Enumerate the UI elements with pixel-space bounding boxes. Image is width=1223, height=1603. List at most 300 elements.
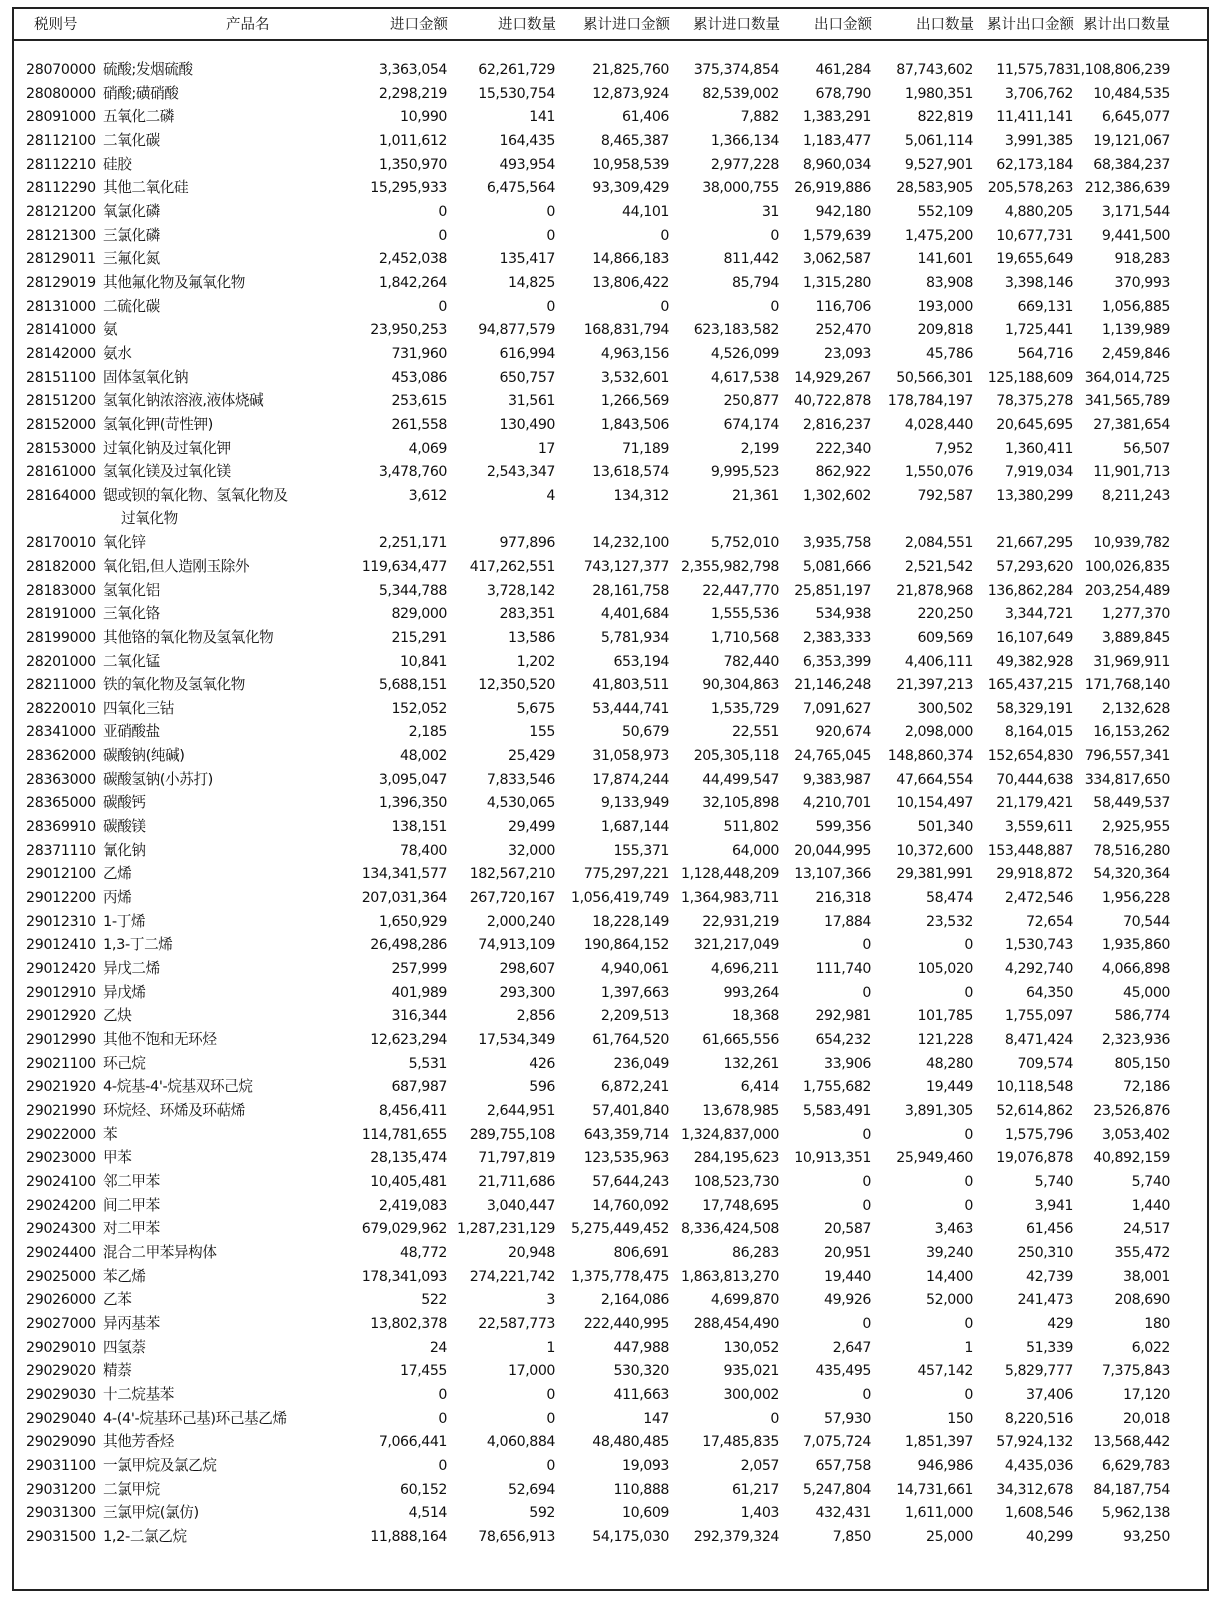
product-name: 三氟化氮 (103, 250, 160, 268)
export-value: 1,183,477 (802, 132, 871, 149)
cum-export-value: 70,444,638 (996, 771, 1073, 788)
cum-import-value: 411,663 (613, 1386, 669, 1403)
export-qty: 58,474 (926, 890, 973, 907)
import-value: 8,456,411 (378, 1103, 447, 1120)
tariff-code: 29012990 (26, 1032, 96, 1049)
cum-import-value: 806,691 (613, 1245, 669, 1261)
cum-import-qty: 1,324,837,000 (681, 1126, 779, 1143)
cum-import-qty: 17,485,835 (702, 1434, 779, 1451)
header-import-qty: 进口数量 (498, 17, 556, 33)
export-qty: 121,228 (917, 1032, 973, 1049)
import-qty: 1 (546, 1339, 555, 1356)
cum-export-value: 1,725,441 (1004, 322, 1073, 339)
cum-export-qty: 93,250 (1123, 1528, 1170, 1545)
cum-export-qty: 2,323,936 (1101, 1032, 1170, 1049)
cum-export-value: 57,293,620 (996, 558, 1073, 575)
import-qty: 32,000 (508, 842, 555, 859)
product-name: 碳酸钙 (103, 794, 146, 812)
product-name: 锶或钡的氧化物、氢氧化物及 过氧化物 (103, 486, 288, 527)
import-qty: 2,543,347 (486, 464, 555, 481)
cum-import-value: 5,275,449,452 (571, 1221, 669, 1238)
product-name: 一氯甲烷及氯乙烷 (103, 1456, 217, 1474)
tariff-code: 28151200 (26, 393, 96, 410)
cum-import-value: 44,101 (622, 203, 669, 220)
cum-export-qty: 23,526,876 (1093, 1103, 1170, 1120)
import-qty: 29,499 (508, 819, 555, 836)
export-value: 23,093 (824, 345, 871, 362)
export-qty: 2,084,551 (904, 535, 973, 552)
cum-import-value: 147 (643, 1410, 669, 1427)
export-qty: 150 (947, 1410, 973, 1427)
header-product: 产品名 (226, 17, 270, 33)
cum-import-qty: 1,535,729 (710, 700, 779, 717)
cum-import-value: 643,359,714 (583, 1126, 669, 1143)
import-qty: 0 (546, 1457, 555, 1474)
product-name: 精萘 (103, 1362, 132, 1380)
export-value: 14,929,267 (794, 369, 871, 386)
export-qty: 10,372,600 (896, 842, 973, 859)
table-row (14, 461, 1207, 485)
product-name: 氢氧化钠浓溶液,液体烧碱 (103, 392, 264, 410)
import-value: 0 (438, 298, 447, 315)
cum-import-value: 12,873,924 (592, 85, 669, 102)
cum-export-value: 3,991,385 (1004, 132, 1073, 149)
table-row (14, 863, 1207, 887)
import-value: 114,781,655 (361, 1126, 447, 1143)
import-qty: 0 (546, 1386, 555, 1403)
tariff-code: 28220010 (26, 700, 96, 717)
table-row (14, 1124, 1207, 1148)
product-name: 氰化钠 (103, 841, 146, 859)
table-row (14, 83, 1207, 107)
cum-export-value: 7,919,034 (1004, 464, 1073, 481)
cum-import-value: 28,161,758 (592, 582, 669, 599)
import-qty: 977,896 (499, 535, 555, 552)
cum-export-value: 16,107,649 (996, 629, 1073, 646)
cum-export-value: 1,608,546 (1004, 1505, 1073, 1522)
cum-import-value: 653,194 (613, 653, 669, 670)
product-name: 其他铬的氧化物及氢氧化物 (103, 628, 274, 646)
import-qty: 289,755,108 (469, 1126, 555, 1143)
export-value: 24,765,045 (794, 748, 871, 765)
cum-import-value: 9,133,949 (600, 795, 669, 812)
export-qty: 47,664,554 (896, 771, 973, 788)
import-value: 4,514 (408, 1505, 447, 1522)
import-value: 1,350,970 (378, 156, 447, 173)
cum-export-value: 205,578,263 (987, 180, 1073, 197)
cum-import-value: 21,825,760 (592, 62, 669, 78)
cum-export-value: 165,437,215 (987, 677, 1073, 694)
table-row (14, 1100, 1207, 1124)
import-value: 2,419,083 (378, 1197, 447, 1214)
cum-import-value: 530,320 (613, 1363, 669, 1380)
import-qty: 4,530,065 (486, 795, 555, 812)
export-value: 1,755,682 (802, 1079, 871, 1096)
cum-import-value: 0 (660, 227, 669, 244)
cum-export-qty: 38,001 (1123, 1268, 1170, 1285)
cum-export-qty: 58,449,537 (1093, 795, 1170, 812)
cum-export-value: 5,740 (1034, 1174, 1073, 1191)
tariff-code: 29021100 (26, 1055, 96, 1072)
table-row (14, 1266, 1207, 1290)
import-value: 138,151 (391, 819, 447, 836)
export-qty: 220,250 (917, 606, 973, 623)
cum-import-qty: 2,977,228 (710, 156, 779, 173)
export-value: 6,353,399 (802, 653, 871, 670)
export-value: 20,951 (824, 1245, 871, 1261)
cum-import-value: 3,532,601 (600, 369, 669, 386)
cum-import-value: 743,127,377 (583, 558, 669, 575)
cum-export-value: 21,179,421 (996, 795, 1073, 812)
cum-export-value: 3,941 (1034, 1197, 1073, 1214)
cum-import-qty: 2,355,982,798 (681, 558, 779, 575)
export-value: 0 (862, 984, 871, 1001)
tariff-code: 29025000 (26, 1268, 96, 1285)
product-name: 间二甲苯 (103, 1196, 160, 1214)
tariff-code: 28170010 (26, 535, 96, 552)
import-value: 2,251,171 (378, 535, 447, 552)
cum-import-value: 236,049 (613, 1055, 669, 1072)
export-qty: 946,986 (917, 1457, 973, 1474)
cum-import-qty: 6,414 (740, 1079, 779, 1096)
cum-import-qty: 1,364,983,711 (681, 890, 779, 907)
product-name: 碳酸钠(纯碱) (103, 747, 185, 765)
cum-export-qty: 3,053,402 (1101, 1126, 1170, 1143)
table-row (14, 1171, 1207, 1195)
cum-import-qty: 22,551 (732, 724, 779, 741)
import-qty: 130,490 (499, 416, 555, 433)
product-name: 其他氟化物及氟氧化物 (103, 273, 245, 291)
import-value: 4,069 (408, 440, 447, 457)
export-value: 33,906 (824, 1055, 871, 1072)
cum-export-qty: 70,544 (1123, 913, 1170, 930)
cum-export-value: 11,411,141 (996, 109, 1073, 126)
tariff-code: 29012100 (26, 866, 96, 883)
tariff-code: 29012420 (26, 961, 96, 978)
table-row (14, 1502, 1207, 1526)
cum-import-value: 1,687,144 (600, 819, 669, 836)
import-qty: 650,757 (499, 369, 555, 386)
import-value: 12,623,294 (370, 1032, 447, 1049)
import-value: 28,135,474 (370, 1150, 447, 1167)
import-value: 23,950,253 (370, 322, 447, 339)
cum-import-value: 775,297,221 (583, 866, 669, 883)
export-value: 19,440 (824, 1268, 871, 1285)
cum-export-qty: 68,384,237 (1093, 156, 1170, 173)
header-code: 税则号 (34, 17, 78, 33)
cum-export-value: 19,076,878 (996, 1150, 1073, 1167)
cum-import-qty: 8,336,424,508 (681, 1221, 779, 1238)
export-value: 292,981 (815, 1008, 871, 1025)
product-name: 氧氯化磷 (103, 202, 160, 220)
cum-export-qty: 1,108,806,239 (1072, 62, 1170, 78)
product-name: 邻二甲苯 (103, 1173, 160, 1191)
table-row (14, 1289, 1207, 1313)
table-row (14, 248, 1207, 272)
table-row (14, 698, 1207, 722)
export-value: 0 (862, 1386, 871, 1403)
cum-import-qty: 86,283 (732, 1245, 779, 1261)
tariff-code: 28161000 (26, 464, 96, 481)
cum-import-qty: 132,261 (723, 1055, 779, 1072)
cum-export-value: 20,645,695 (996, 416, 1073, 433)
import-qty: 15,530,754 (478, 85, 555, 102)
cum-import-qty: 1,863,813,270 (681, 1268, 779, 1285)
export-qty: 0 (964, 1174, 973, 1191)
table-row (14, 627, 1207, 651)
import-qty: 1,202 (516, 653, 555, 670)
cum-import-value: 168,831,794 (583, 322, 669, 339)
cum-import-value: 14,760,092 (592, 1197, 669, 1214)
cum-export-qty: 1,440 (1131, 1197, 1170, 1214)
import-value: 731,960 (391, 345, 447, 362)
export-value: 21,146,248 (794, 677, 871, 694)
cum-import-value: 53,444,741 (592, 700, 669, 717)
tariff-code: 28112100 (26, 132, 96, 149)
product-name: 二氧化锰 (103, 652, 160, 670)
cum-import-qty: 61,665,556 (702, 1032, 779, 1049)
import-qty: 3,728,142 (486, 582, 555, 599)
product-name: 氨水 (103, 344, 132, 362)
cum-import-value: 134,312 (613, 487, 669, 504)
tariff-code: 28164000 (26, 487, 96, 504)
export-qty: 10,154,497 (896, 795, 973, 812)
cum-export-qty: 370,993 (1114, 274, 1170, 291)
import-value: 3,612 (408, 487, 447, 504)
cum-import-value: 14,866,183 (592, 251, 669, 268)
cum-export-qty: 2,925,955 (1101, 819, 1170, 836)
cum-export-value: 1,755,097 (1004, 1008, 1073, 1025)
product-name: 氧化铝,但人造刚玉除外 (103, 557, 250, 575)
import-qty: 31,561 (508, 393, 555, 410)
cum-import-qty: 284,195,623 (693, 1150, 779, 1167)
product-name: 硝酸;磺硝酸 (103, 84, 179, 102)
export-qty: 1,475,200 (904, 227, 973, 244)
export-qty: 39,240 (926, 1245, 973, 1261)
import-qty: 267,720,167 (469, 890, 555, 907)
cum-export-qty: 341,565,789 (1084, 393, 1170, 410)
cum-export-value: 3,706,762 (1004, 85, 1073, 102)
cum-import-value: 1,397,663 (600, 984, 669, 1001)
import-qty: 17,000 (508, 1363, 555, 1380)
import-qty: 0 (546, 1410, 555, 1427)
export-value: 40,722,878 (794, 393, 871, 410)
product-name: 1,2-二氯乙烷 (103, 1527, 187, 1545)
cum-import-qty: 32,105,898 (702, 795, 779, 812)
import-value: 0 (438, 1386, 447, 1403)
cum-export-value: 8,220,516 (1004, 1410, 1073, 1427)
cum-import-qty: 22,931,219 (702, 913, 779, 930)
export-qty: 1 (964, 1339, 973, 1356)
table-row (14, 911, 1207, 935)
table-row (14, 130, 1207, 154)
cum-export-value: 4,880,205 (1004, 203, 1073, 220)
table-row (14, 840, 1207, 864)
cum-export-qty: 5,740 (1131, 1174, 1170, 1191)
import-qty: 6,475,564 (486, 180, 555, 197)
table-row (14, 603, 1207, 627)
tariff-code: 28201000 (26, 653, 96, 670)
import-qty: 0 (546, 298, 555, 315)
tariff-code: 28211000 (26, 677, 96, 694)
cum-import-qty: 44,499,547 (702, 771, 779, 788)
import-value: 207,031,364 (361, 890, 447, 907)
tariff-code: 29031100 (26, 1457, 96, 1474)
cum-export-qty: 20,018 (1123, 1410, 1170, 1427)
product-name: 1,3-丁二烯 (103, 936, 173, 954)
table-row (14, 532, 1207, 556)
product-name: 环己烷 (103, 1054, 146, 1072)
export-qty: 3,891,305 (904, 1103, 973, 1120)
export-value: 3,935,758 (802, 535, 871, 552)
tariff-code: 28091000 (26, 109, 96, 126)
import-qty: 78,656,913 (478, 1528, 555, 1545)
tariff-code: 28371110 (26, 842, 96, 859)
import-value: 687,987 (391, 1079, 447, 1096)
product-name: 其他不饱和无环烃 (103, 1031, 217, 1049)
cum-import-value: 155,371 (613, 842, 669, 859)
import-qty: 2,644,951 (486, 1103, 555, 1120)
export-qty: 609,569 (917, 629, 973, 646)
export-qty: 19,449 (926, 1079, 973, 1096)
tariff-code: 28141000 (26, 322, 96, 339)
cum-export-value: 669,131 (1017, 298, 1073, 315)
cum-export-qty: 6,645,077 (1101, 109, 1170, 126)
import-value: 48,772 (400, 1245, 447, 1261)
cum-import-value: 48,480,485 (592, 1434, 669, 1451)
cum-export-qty: 2,459,846 (1101, 345, 1170, 362)
export-value: 5,247,804 (802, 1481, 871, 1498)
cum-export-qty: 180 (1144, 1315, 1170, 1332)
table-row (14, 390, 1207, 414)
product-name: 氢氧化钾(苛性钾) (103, 415, 213, 433)
export-qty: 2,521,542 (904, 558, 973, 575)
cum-export-value: 2,472,546 (1004, 890, 1073, 907)
export-qty: 14,731,661 (896, 1481, 973, 1498)
table-row (14, 1479, 1207, 1503)
import-qty: 17 (537, 440, 555, 457)
export-qty: 178,784,197 (887, 393, 973, 410)
cum-export-qty: 11,901,713 (1093, 464, 1170, 481)
cum-import-qty: 375,374,854 (693, 62, 779, 78)
import-qty: 155 (529, 724, 555, 741)
cum-import-value: 5,781,934 (600, 629, 669, 646)
product-name: 乙苯 (103, 1291, 132, 1309)
cum-export-value: 1,360,411 (1004, 440, 1073, 457)
cum-export-qty: 78,516,280 (1093, 842, 1170, 859)
export-value: 654,232 (815, 1032, 871, 1049)
cum-export-qty: 212,386,639 (1084, 180, 1170, 197)
cum-export-qty: 19,121,067 (1093, 132, 1170, 149)
table-row (14, 1408, 1207, 1432)
cum-import-qty: 811,442 (723, 251, 779, 268)
cum-import-qty: 21,361 (732, 487, 779, 504)
cum-export-value: 4,292,740 (1004, 961, 1073, 978)
cum-export-value: 51,339 (1026, 1339, 1073, 1356)
export-value: 862,922 (815, 464, 871, 481)
export-value: 49,926 (824, 1292, 871, 1309)
product-name: 乙炔 (103, 1007, 132, 1025)
table-row (14, 556, 1207, 580)
tariff-code: 28153000 (26, 440, 96, 457)
import-value: 253,615 (391, 393, 447, 410)
export-qty: 9,527,901 (904, 156, 973, 173)
export-value: 20,587 (824, 1221, 871, 1238)
cum-import-value: 6,872,241 (600, 1079, 669, 1096)
cum-export-qty: 4,066,898 (1101, 961, 1170, 978)
import-value: 7,066,441 (378, 1434, 447, 1451)
product-name: 对二甲苯 (103, 1220, 160, 1238)
cum-export-value: 49,382,928 (996, 653, 1073, 670)
import-qty: 4 (546, 487, 555, 504)
export-qty: 48,280 (926, 1055, 973, 1072)
tariff-code: 29031300 (26, 1505, 96, 1522)
cum-export-qty: 208,690 (1114, 1292, 1170, 1309)
import-qty: 74,913,109 (478, 937, 555, 954)
export-qty: 0 (964, 937, 973, 954)
table-row (14, 1337, 1207, 1361)
export-qty: 83,908 (926, 274, 973, 291)
table-row (14, 674, 1207, 698)
tariff-code: 28080000 (26, 85, 96, 102)
cum-import-qty: 1,403 (740, 1505, 779, 1522)
cum-import-qty: 511,802 (723, 819, 779, 836)
cum-export-qty: 9,441,500 (1101, 227, 1170, 244)
cum-export-value: 72,654 (1026, 913, 1073, 930)
import-value: 26,498,286 (370, 937, 447, 954)
export-value: 7,091,627 (802, 700, 871, 717)
export-value: 7,075,724 (802, 1434, 871, 1451)
cum-export-qty: 45,000 (1123, 984, 1170, 1001)
cum-export-qty: 56,507 (1123, 440, 1170, 457)
cum-import-qty: 623,183,582 (693, 322, 779, 339)
export-qty: 5,061,114 (904, 132, 973, 149)
product-name: 四氧化三钴 (103, 699, 174, 717)
cum-export-value: 136,862,284 (987, 582, 1073, 599)
export-value: 678,790 (815, 85, 871, 102)
product-name: 碳酸氢钠(小苏打) (103, 770, 213, 788)
cum-export-value: 40,299 (1026, 1528, 1073, 1545)
import-value: 1,842,264 (378, 274, 447, 291)
product-name: 二氧化碳 (103, 131, 160, 149)
import-value: 11,888,164 (370, 1528, 447, 1545)
cum-import-qty: 1,555,536 (710, 606, 779, 623)
export-value: 7,850 (832, 1528, 871, 1545)
import-qty: 12,350,520 (478, 677, 555, 694)
import-qty: 7,833,546 (486, 771, 555, 788)
cum-export-value: 62,173,184 (996, 156, 1073, 173)
tariff-code: 28129019 (26, 274, 96, 291)
table-row (14, 177, 1207, 201)
export-qty: 457,142 (917, 1363, 973, 1380)
cum-import-value: 93,309,429 (592, 180, 669, 197)
cum-export-value: 3,559,611 (1004, 819, 1073, 836)
cum-import-value: 222,440,995 (583, 1315, 669, 1332)
table-row (14, 343, 1207, 367)
cum-import-qty: 4,699,870 (710, 1292, 779, 1309)
tariff-code: 28070000 (26, 62, 96, 78)
cum-import-value: 10,958,539 (592, 156, 669, 173)
cum-import-qty: 1,710,568 (710, 629, 779, 646)
import-qty: 0 (546, 203, 555, 220)
product-name: 其他芳香烃 (103, 1433, 174, 1451)
data-table (12, 7, 1209, 1591)
cum-import-qty: 4,526,099 (710, 345, 779, 362)
import-qty: 52,694 (508, 1481, 555, 1498)
cum-import-qty: 250,877 (723, 393, 779, 410)
export-value: 10,913,351 (794, 1150, 871, 1167)
export-value: 534,938 (815, 606, 871, 623)
